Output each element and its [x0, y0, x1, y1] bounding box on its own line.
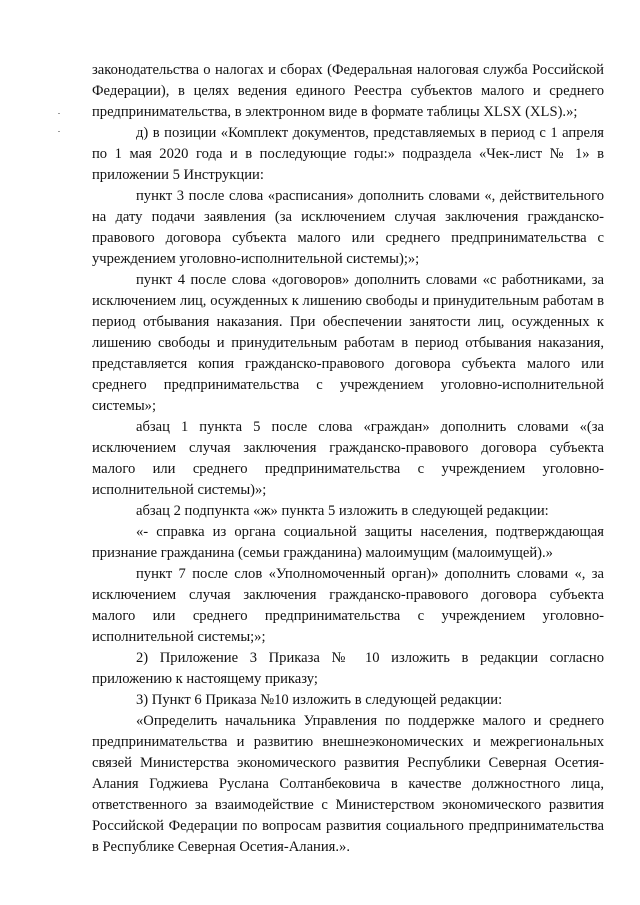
document-body [92, 60, 604, 858]
scan-mark [58, 131, 60, 132]
paragraph: законодательства о налогах и сборах (Федеральная налоговая служба Российской Федерации), в целях ведения единого Реестра субъектов малого и среднего предпринимательства, в электронном виде в формате таблицы XLSX (XLS).»; [92, 62, 604, 120]
paragraph: пункт 3 после слова «расписания» дополнить словами «, действительного на дату подачи заявления (за исключением случая заключения гражданско-правового договора субъекта малого или среднего предпринимательства с учреждением уголовно-исполнительной системы);»; [92, 188, 604, 267]
paragraph: 3) Пункт 6 Приказа №10 изложить в следующей редакции: [136, 692, 503, 708]
paragraph: пункт 4 после слова «договоров» дополнить словами «с работниками, за исключением лиц, осужденных к лишению свободы и принудительным работам в период отбывания наказания. При обеспечении занятости лиц, осужденных к лишению свободы и принудительным работам в период отбывания наказания, представляется копия гражданско-правового договора субъекта малого или среднего предпринимательства с учреждением уголовно-исполнительной системы»; [92, 272, 604, 414]
paragraph: д) в позиции «Комплект документов, представляемых в период с 1 апреля по 1 мая 2020 года и в последующие годы:» подраздела «Чек-лист № 1» в приложении 5 Инструкции: [92, 125, 604, 183]
paragraph: пункт 7 после слов «Уполномоченный орган)» дополнить словами «, за исключением случая заключения гражданско-правового договора субъекта малого или среднего предпринимательства с учреждением уголовно-исполнительной системы;»; [92, 566, 604, 645]
paragraph: абзац 1 пункта 5 после слова «граждан» дополнить словами «(за исключением случая заключения гражданско-правового договора субъекта малого или среднего предпринимательства с учреждением уголовно-исполнительной системы)»; [92, 419, 604, 498]
paragraph: 2) Приложение 3 Приказа № 10 изложить в редакции согласно приложению к настоящему приказу; [92, 650, 604, 687]
scan-mark [58, 113, 60, 114]
paragraph: абзац 2 подпункта «ж» пункта 5 изложить в следующей редакции: [136, 503, 549, 519]
paragraph: «Определить начальника Управления по поддержке малого и среднего предпринимательства и развитию внешнеэкономических и межрегиональных связей Министерства экономического развития Республики Северная Осетия-Алания Годжиева Руслана Солтанбековича в качестве должностного лица, ответственного за взаимодействие с Министерством экономического развития Российской Федерации по вопросам развития социального предпринимательства в Республике Северная Осетия-Алания.». [92, 713, 604, 855]
paragraph: «- справка из органа социальной защиты населения, подтверждающая признание гражданина (семьи гражданина) малоимущим (малоимущей).» [92, 524, 604, 561]
